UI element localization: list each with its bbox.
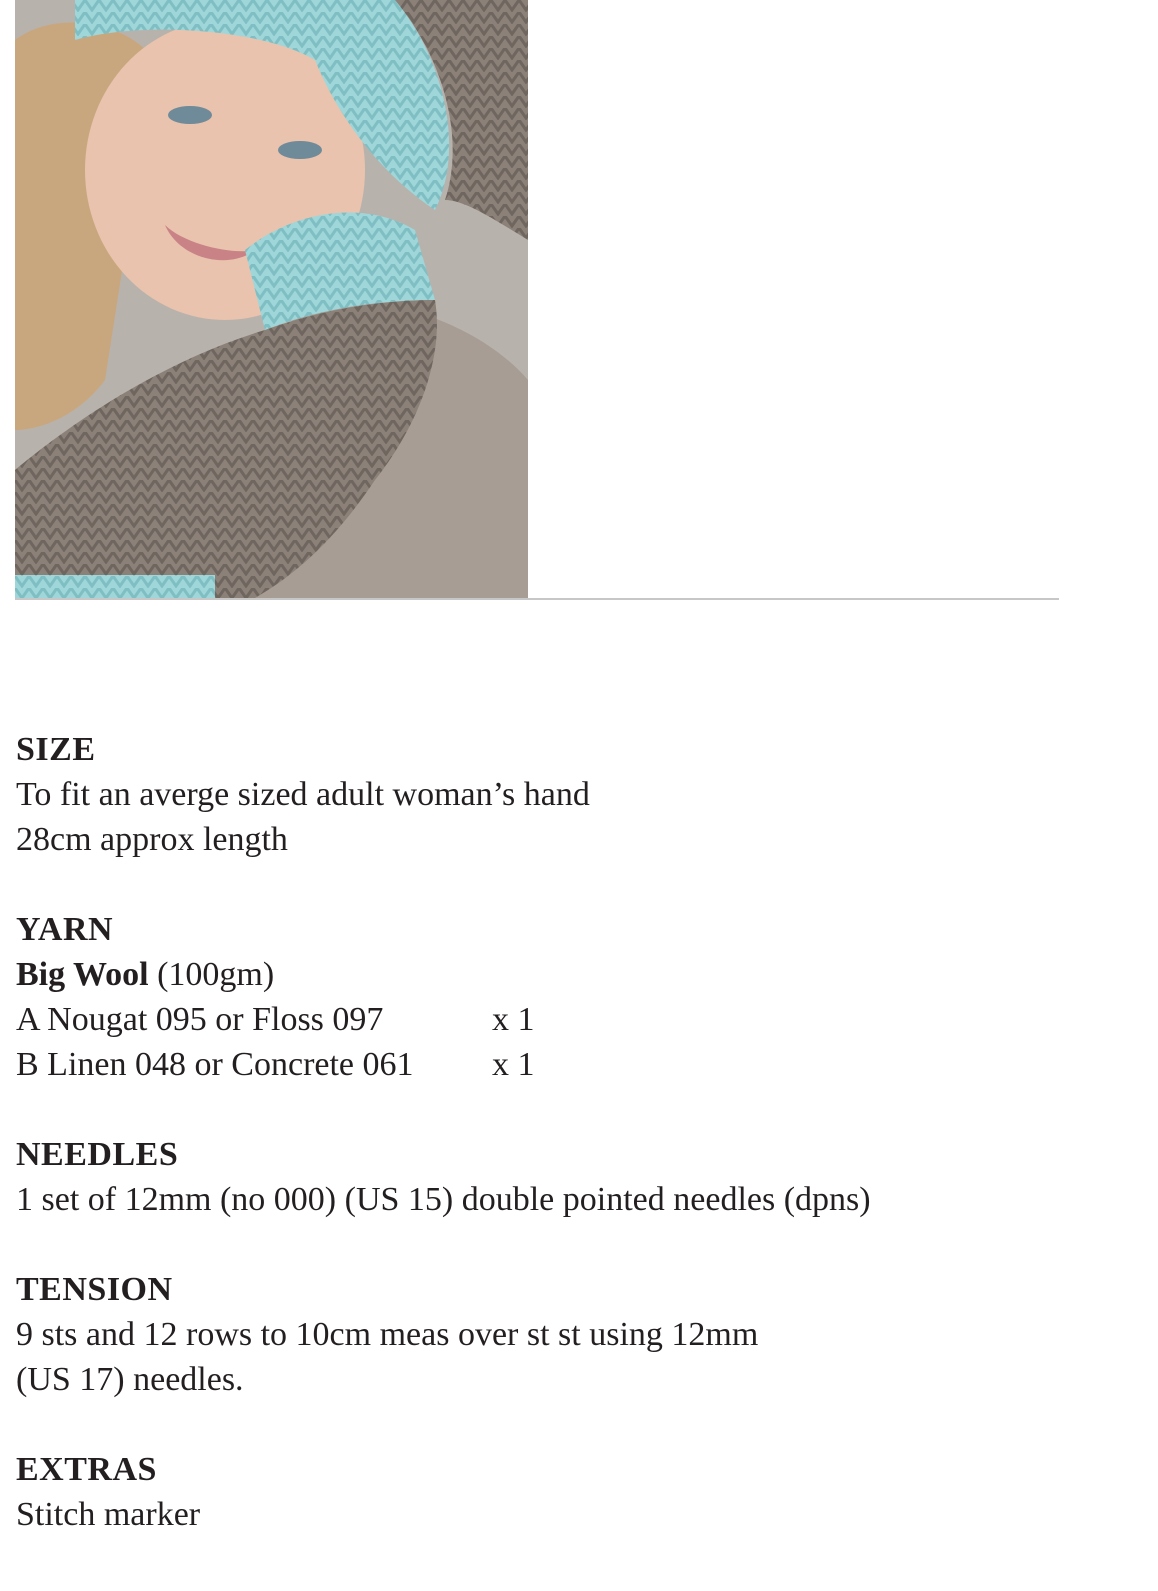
yarn-row [16, 1042, 1116, 1087]
yarn-color-name: A Nougat 095 or Floss 097 [16, 1001, 384, 1038]
tension-line: 9 sts and 12 rows to 10cm meas over st st using 12mm [16, 1316, 759, 1353]
extras-heading: EXTRAS [16, 1451, 157, 1488]
extras-line: Stitch marker [16, 1496, 201, 1533]
yarn-row [16, 997, 1116, 1042]
yarn-section [16, 908, 1116, 1087]
photo-illustration [15, 0, 528, 598]
size-section [16, 728, 1116, 862]
yarn-quantity: x 1 [492, 1001, 535, 1038]
tension-heading: TENSION [16, 1271, 173, 1308]
yarn-product-name: Big Wool [16, 956, 149, 993]
size-line: To fit an averge sized adult woman’s hand [16, 776, 590, 813]
tension-section [16, 1268, 1116, 1402]
needles-line: 1 set of 12mm (no 000) (US 15) double pointed needles (dpns) [16, 1181, 871, 1218]
yarn-color-name: B Linen 048 or Concrete 061 [16, 1046, 414, 1083]
tension-line: (US 17) needles. [16, 1361, 244, 1398]
extras-section [16, 1448, 1116, 1537]
yarn-quantity: x 1 [492, 1046, 535, 1083]
pattern-details [16, 728, 1116, 1583]
yarn-product-weight: (100gm) [148, 956, 275, 993]
yarn-product [16, 952, 1116, 997]
size-heading: SIZE [16, 731, 96, 768]
divider [15, 598, 1059, 600]
mitten-cuff [15, 575, 215, 598]
size-line: 28cm approx length [16, 821, 288, 858]
needles-section [16, 1133, 1116, 1222]
needles-heading: NEEDLES [16, 1136, 179, 1173]
product-photo [15, 0, 528, 598]
yarn-heading: YARN [16, 911, 114, 948]
